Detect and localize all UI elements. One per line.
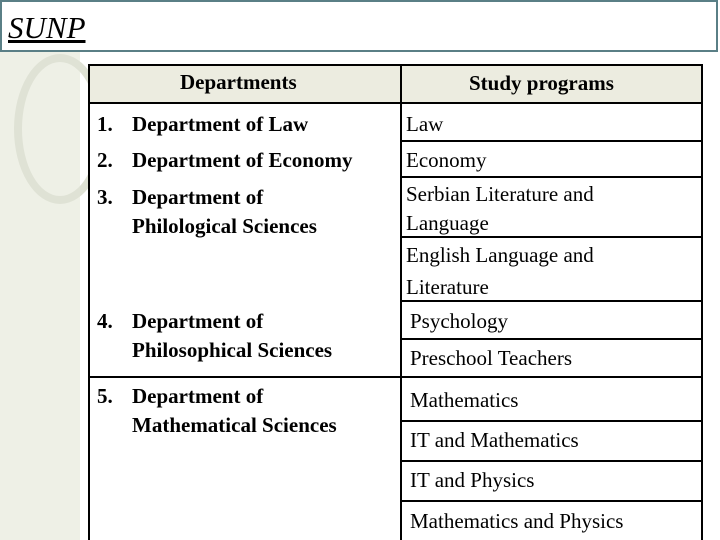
dept-number: 5. (97, 384, 113, 408)
program-name: English Language and (406, 243, 594, 267)
program-name: Economy (406, 148, 487, 172)
row-line (90, 376, 400, 378)
dept-name-cont: Mathematical Sciences (132, 413, 337, 437)
row-line (402, 140, 702, 142)
dept-number: 2. (97, 148, 113, 172)
program-name: Serbian Literature and (406, 182, 594, 206)
header-study-programs: Study programs (469, 71, 614, 95)
table-border-right (701, 64, 703, 540)
program-name: Mathematics (410, 388, 519, 412)
dept-name-cont: Philosophical Sciences (132, 338, 333, 362)
row-line (402, 176, 702, 178)
header-departments: Departments (180, 70, 297, 94)
program-name-cont: Language (406, 211, 489, 235)
dept-number: 3. (97, 185, 113, 209)
table-border-left (88, 64, 90, 540)
dept-name: Department of Economy (132, 148, 353, 172)
table-divider (400, 64, 402, 540)
dept-name-cont: Philological Sciences (132, 214, 317, 238)
program-name: Preschool Teachers (410, 346, 573, 370)
slide-title-bar (0, 0, 718, 52)
dept-name: Department of (132, 309, 264, 333)
program-name-cont: Literature (406, 275, 489, 299)
program-name: Law (406, 112, 444, 136)
dept-number: 1. (97, 112, 113, 136)
row-line (402, 460, 702, 462)
slide-title: SUNP (8, 10, 86, 45)
program-name: IT and Mathematics (410, 428, 579, 452)
dept-name: Department of (132, 185, 264, 209)
dept-number: 4. (97, 309, 113, 333)
row-line (402, 500, 702, 502)
row-line (402, 420, 702, 422)
dept-name: Department of (132, 384, 264, 408)
dept-name: Department of Law (132, 112, 309, 136)
program-name: Mathematics and Physics (410, 509, 624, 533)
program-name: Psychology (410, 309, 509, 333)
program-name: IT and Physics (410, 468, 535, 492)
row-line (402, 376, 702, 378)
row-line (402, 338, 702, 340)
